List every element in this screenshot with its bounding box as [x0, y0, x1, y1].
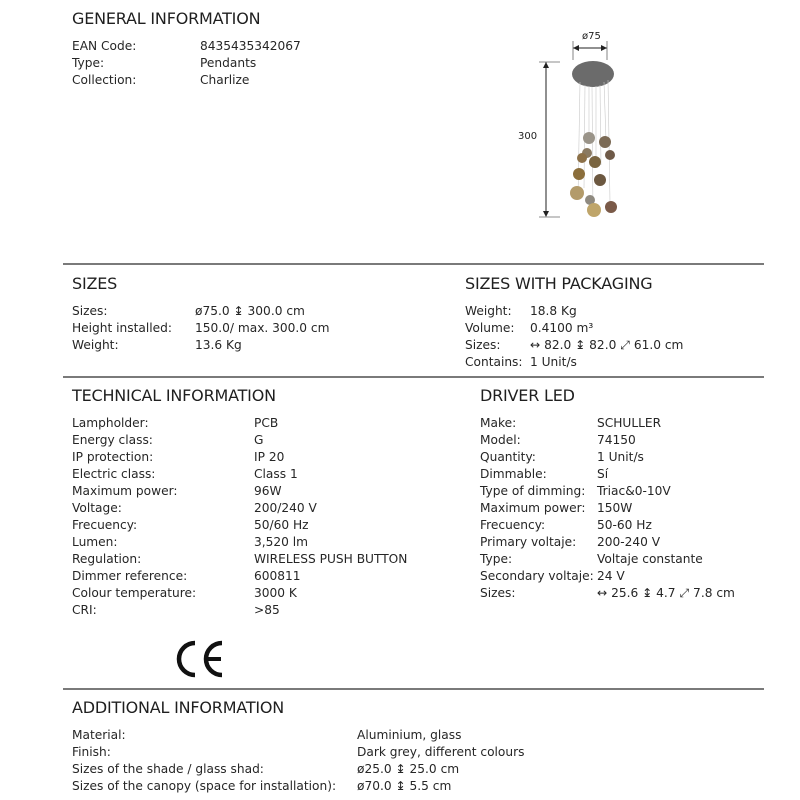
spec-label: Dimmable: [480, 467, 547, 481]
spec-label: Type: [72, 56, 105, 70]
spec-value: >85 [254, 603, 280, 617]
spec-label: Electric class: [72, 467, 156, 481]
section-divider [63, 263, 764, 265]
spec-value: 24 V [597, 569, 625, 583]
arrow-up-icon [543, 62, 549, 68]
spec-label: Frecuency: [480, 518, 546, 532]
spec-value: 0.4100 m³ [530, 321, 594, 335]
spec-value: 50/60 Hz [254, 518, 309, 532]
spec-value: Pendants [200, 56, 257, 70]
spec-value: G [254, 433, 264, 447]
spec-value: 600811 [254, 569, 301, 583]
spec-label: Maximum power: [72, 484, 178, 498]
spec-label: Maximum power: [480, 501, 586, 515]
arrow-right-icon [601, 45, 607, 51]
spec-label: Sizes of the shade / glass shad: [72, 762, 264, 776]
spec-value: ø25.0 ↨ 25.0 cm [357, 762, 460, 776]
spec-label: Energy class: [72, 433, 153, 447]
spec-value: Class 1 [254, 467, 298, 481]
driver-led-table [480, 415, 760, 602]
spec-label: Sizes: [465, 338, 501, 352]
general-information-heading: GENERAL INFORMATION [72, 9, 261, 28]
diameter-label: ø75 [582, 31, 601, 42]
spec-value: 74150 [597, 433, 636, 447]
arrow-down-icon [543, 211, 549, 217]
arrow-left-icon [573, 45, 579, 51]
spec-value: 50-60 Hz [597, 518, 652, 532]
spec-value: Aluminium, glass [357, 728, 462, 742]
additional-information-heading: ADDITIONAL INFORMATION [72, 698, 285, 717]
spec-label: Contains: [465, 355, 523, 369]
height-label: 300 [518, 131, 538, 142]
spec-label: Lampholder: [72, 416, 149, 430]
technical-table [72, 415, 432, 619]
sizes-heading: SIZES [72, 274, 118, 293]
spec-value: Charlize [200, 73, 250, 87]
spec-label: Material: [72, 728, 126, 742]
spec-value: 150W [597, 501, 633, 515]
spec-value: Triac&0-10V [597, 484, 671, 498]
spec-value: 8435435342067 [200, 39, 301, 53]
spec-value: WIRELESS PUSH BUTTON [254, 552, 408, 566]
spec-label: Weight: [72, 338, 119, 352]
spec-value: Voltaje constante [597, 552, 703, 566]
canopy [572, 61, 614, 87]
spec-label: Primary voltaje: [480, 535, 577, 549]
section-divider [63, 688, 764, 690]
spec-value: Sí [597, 467, 609, 481]
spec-label: Height installed: [72, 321, 172, 335]
spec-value: 200/240 V [254, 501, 317, 515]
spec-value: SCHULLER [597, 416, 662, 430]
spec-value: Dark grey, different colours [357, 745, 525, 759]
spec-value: 96W [254, 484, 282, 498]
spec-label: CRI: [72, 603, 97, 617]
spec-value: 3,520 lm [254, 535, 309, 549]
spec-label: Dimmer reference: [72, 569, 188, 583]
product-dimension-diagram [518, 30, 640, 230]
spec-value: 1 Unit/s [597, 450, 644, 464]
spec-label: Weight: [465, 304, 512, 318]
spec-label: Regulation: [72, 552, 142, 566]
spec-label: Sizes: [480, 586, 516, 600]
spec-label: Type of dimming: [480, 484, 586, 498]
driver-led-heading: DRIVER LED [480, 386, 575, 405]
spec-value: ↔ 82.0 ↨ 82.0 ⤢ 61.0 cm [530, 338, 684, 352]
ce-mark [175, 640, 227, 678]
ce-mark-icon [175, 640, 227, 678]
sizes-with-packaging-heading: SIZES WITH PACKAGING [465, 274, 653, 293]
spec-value: PCB [254, 416, 279, 430]
spec-label: IP protection: [72, 450, 154, 464]
spec-value: ↔ 25.6 ↨ 4.7 ⤢ 7.8 cm [597, 586, 735, 600]
spec-label: Colour temperature: [72, 586, 197, 600]
spec-value: 3000 K [254, 586, 297, 600]
spec-label: Volume: [465, 321, 515, 335]
technical-information-heading: TECHNICAL INFORMATION [72, 386, 276, 405]
spec-label: EAN Code: [72, 39, 137, 53]
pendant-lamp-illustration [530, 30, 640, 230]
spec-value: 150.0/ max. 300.0 cm [195, 321, 330, 335]
spec-label: Type: [480, 552, 513, 566]
spec-value: 200-240 V [597, 535, 661, 549]
spec-value: 13.6 Kg [195, 338, 242, 352]
spec-label: Collection: [72, 73, 137, 87]
spec-value: 1 Unit/s [530, 355, 577, 369]
spec-label: Secondary voltaje: [480, 569, 594, 583]
spec-label: Sizes: [72, 304, 108, 318]
spec-label: Voltage: [72, 501, 122, 515]
spec-label: Quantity: [480, 450, 536, 464]
spec-value: IP 20 [254, 450, 285, 464]
section-divider [63, 376, 764, 378]
spec-label: Lumen: [72, 535, 118, 549]
spec-label: Make: [480, 416, 517, 430]
spec-label: Sizes of the canopy (space for installation): [72, 779, 337, 793]
spec-value: ø70.0 ↨ 5.5 cm [357, 779, 452, 793]
spec-value: 18.8 Kg [530, 304, 577, 318]
spec-label: Model: [480, 433, 521, 447]
spec-value: ø75.0 ↨ 300.0 cm [195, 304, 305, 318]
spec-label: Frecuency: [72, 518, 138, 532]
spec-label: Finish: [72, 745, 111, 759]
